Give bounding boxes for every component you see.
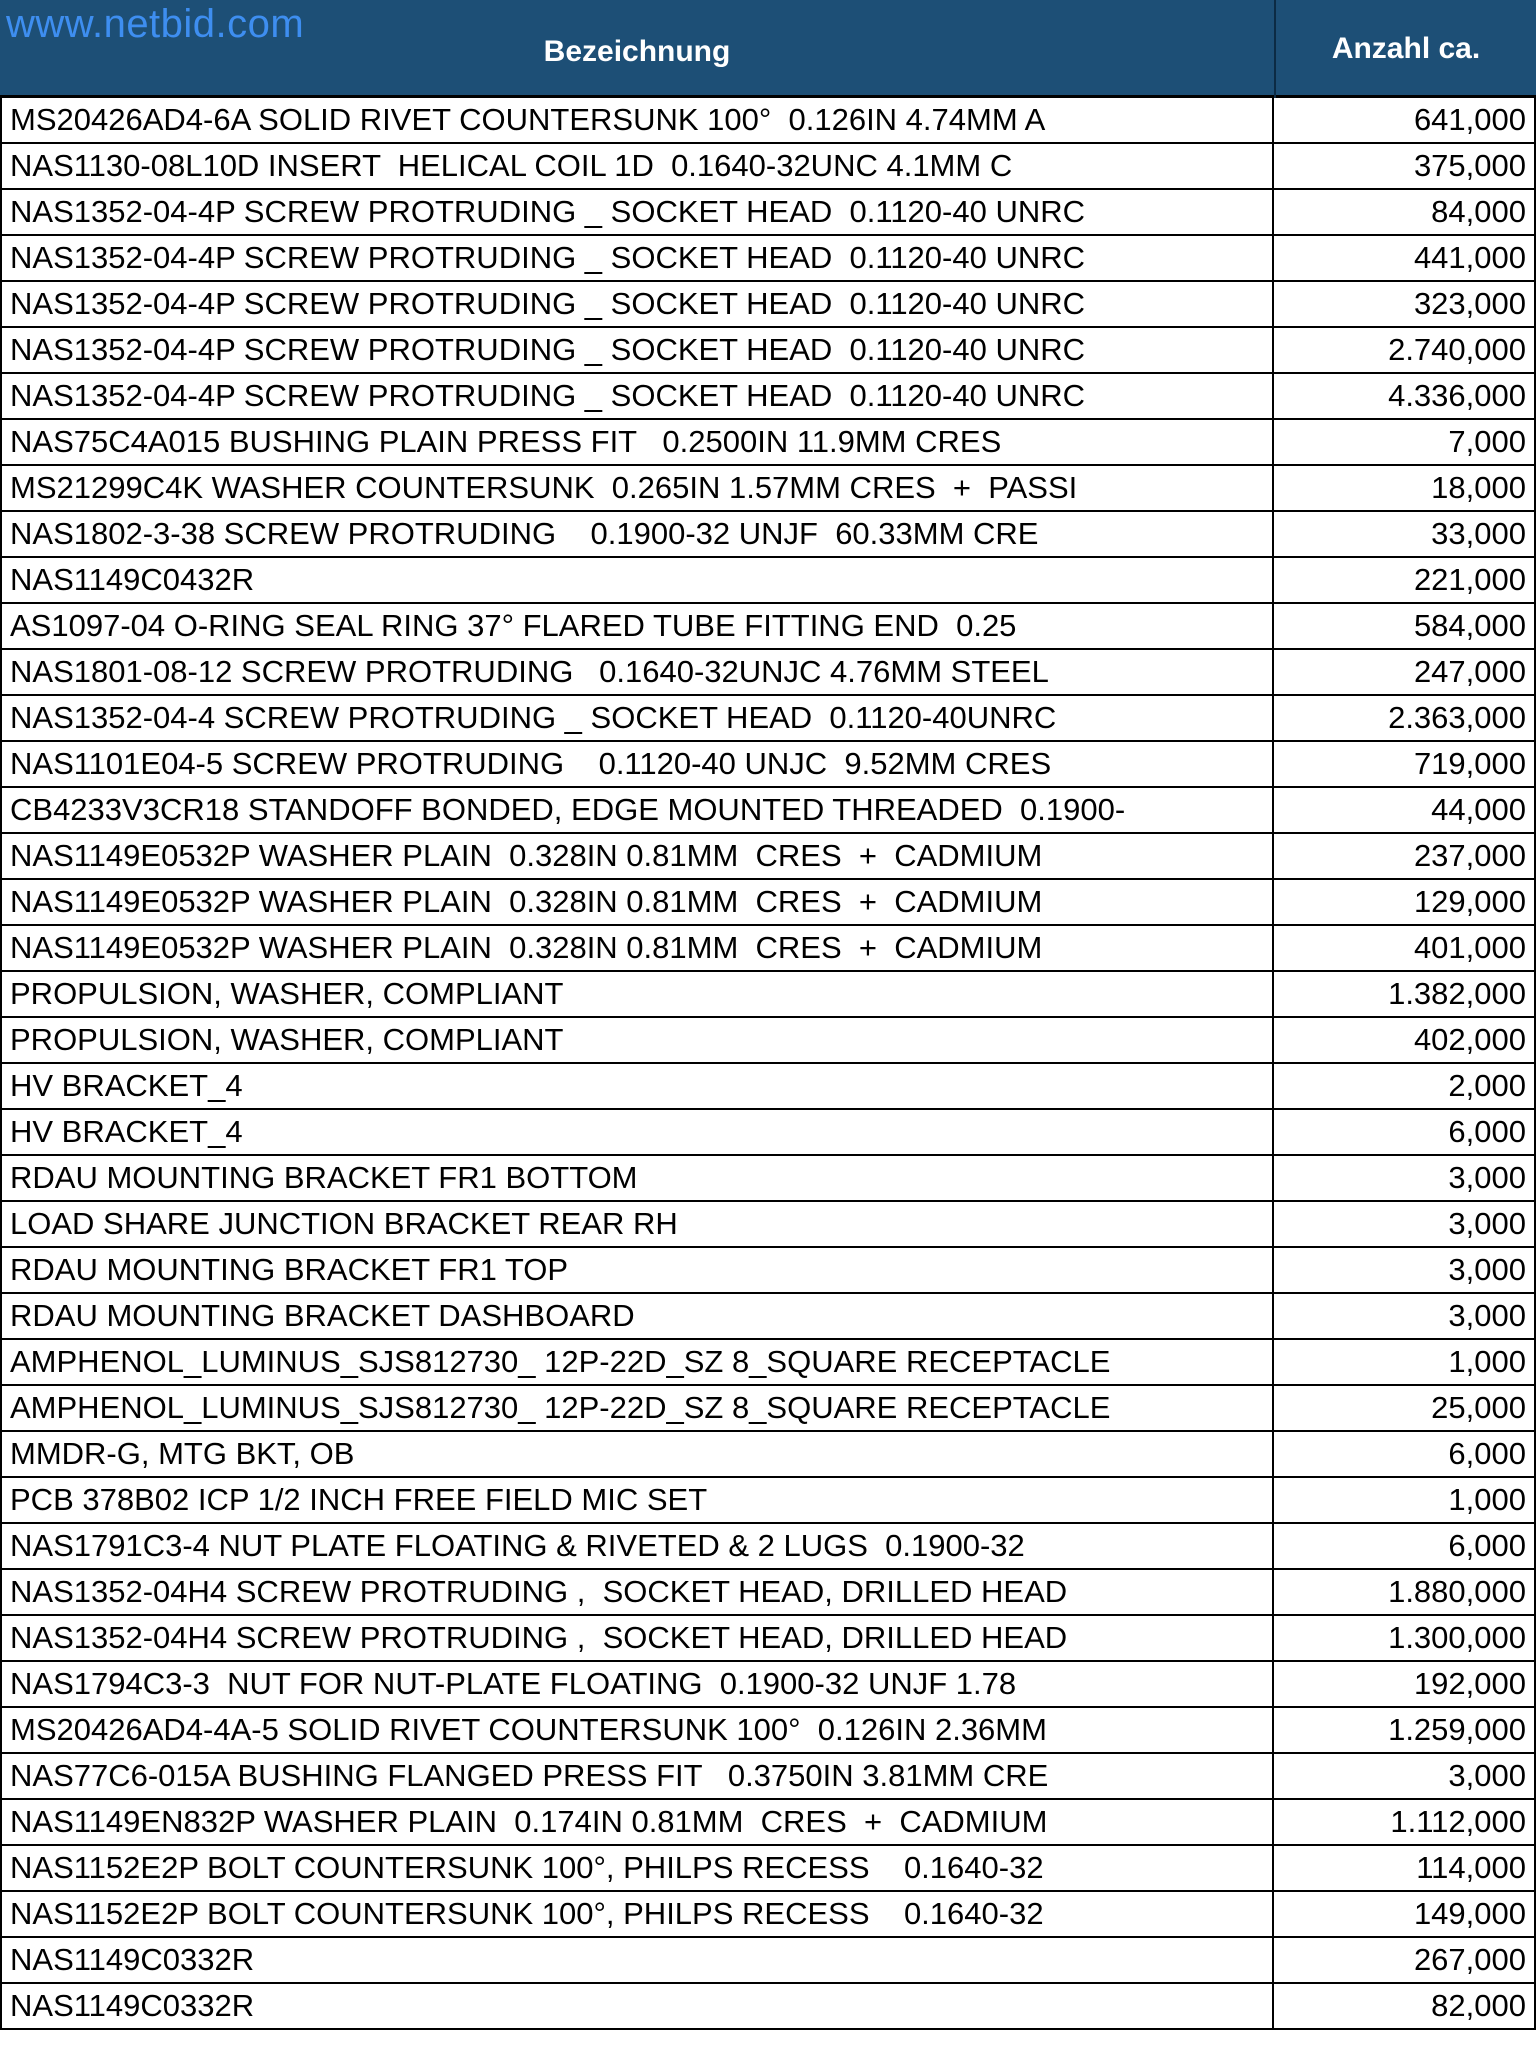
table-row bbox=[0, 144, 1536, 190]
table-row bbox=[0, 1662, 1536, 1708]
description-cell: NAS1149E0532P WASHER PLAIN 0.328IN 0.81MM CRES + CADMIUM bbox=[0, 880, 1274, 924]
description-cell: PROPULSION, WASHER, COMPLIANT bbox=[0, 972, 1274, 1016]
quantity-cell: 1.112,000 bbox=[1274, 1800, 1536, 1844]
quantity-cell: 2,000 bbox=[1274, 1064, 1536, 1108]
quantity-cell: 149,000 bbox=[1274, 1892, 1536, 1936]
quantity-cell: 1.382,000 bbox=[1274, 972, 1536, 1016]
table-row bbox=[0, 1248, 1536, 1294]
table-row bbox=[0, 1294, 1536, 1340]
quantity-cell: 441,000 bbox=[1274, 236, 1536, 280]
quantity-cell: 3,000 bbox=[1274, 1248, 1536, 1292]
quantity-cell: 6,000 bbox=[1274, 1432, 1536, 1476]
table-row bbox=[0, 558, 1536, 604]
table-row bbox=[0, 328, 1536, 374]
description-cell: LOAD SHARE JUNCTION BRACKET REAR RH bbox=[0, 1202, 1274, 1246]
table-row bbox=[0, 880, 1536, 926]
quantity-cell: 44,000 bbox=[1274, 788, 1536, 832]
description-cell: NAS1352-04H4 SCREW PROTRUDING , SOCKET HEAD, DRILLED HEAD bbox=[0, 1570, 1274, 1614]
description-cell: HV BRACKET_4 bbox=[0, 1064, 1274, 1108]
table-row bbox=[0, 282, 1536, 328]
description-cell: NAS1794C3-3 NUT FOR NUT-PLATE FLOATING 0.1900-32 UNJF 1.78 bbox=[0, 1662, 1274, 1706]
table-row bbox=[0, 1570, 1536, 1616]
table-row bbox=[0, 1616, 1536, 1662]
table-row bbox=[0, 420, 1536, 466]
description-cell: NAS1130-08L10D INSERT HELICAL COIL 1D 0.1640-32UNC 4.1MM C bbox=[0, 144, 1274, 188]
description-cell: NAS75C4A015 BUSHING PLAIN PRESS FIT 0.2500IN 11.9MM CRES bbox=[0, 420, 1274, 464]
description-cell: PCB 378B02 ICP 1/2 INCH FREE FIELD MIC SET bbox=[0, 1478, 1274, 1522]
description-cell: NAS1149E0532P WASHER PLAIN 0.328IN 0.81MM CRES + CADMIUM bbox=[0, 926, 1274, 970]
table-row bbox=[0, 1018, 1536, 1064]
quantity-cell: 1.880,000 bbox=[1274, 1570, 1536, 1614]
quantity-cell: 84,000 bbox=[1274, 190, 1536, 234]
quantity-cell: 3,000 bbox=[1274, 1202, 1536, 1246]
description-cell: NAS1152E2P BOLT COUNTERSUNK 100°, PHILPS RECESS 0.1640-32 bbox=[0, 1892, 1274, 1936]
description-cell: MMDR-G, MTG BKT, OB bbox=[0, 1432, 1274, 1476]
description-cell: NAS1149EN832P WASHER PLAIN 0.174IN 0.81MM CRES + CADMIUM bbox=[0, 1800, 1274, 1844]
quantity-cell: 18,000 bbox=[1274, 466, 1536, 510]
quantity-cell: 3,000 bbox=[1274, 1294, 1536, 1338]
description-cell: NAS1352-04-4P SCREW PROTRUDING _ SOCKET HEAD 0.1120-40 UNRC bbox=[0, 282, 1274, 326]
description-cell: NAS1352-04-4P SCREW PROTRUDING _ SOCKET HEAD 0.1120-40 UNRC bbox=[0, 374, 1274, 418]
description-cell: NAS1101E04-5 SCREW PROTRUDING 0.1120-40 UNJC 9.52MM CRES bbox=[0, 742, 1274, 786]
table-row bbox=[0, 1892, 1536, 1938]
table-row bbox=[0, 512, 1536, 558]
description-cell: NAS1149C0332R bbox=[0, 1984, 1274, 2028]
description-cell: AS1097-04 O-RING SEAL RING 37° FLARED TUBE FITTING END 0.25 bbox=[0, 604, 1274, 648]
quantity-cell: 192,000 bbox=[1274, 1662, 1536, 1706]
description-cell: MS21299C4K WASHER COUNTERSUNK 0.265IN 1.57MM CRES + PASSI bbox=[0, 466, 1274, 510]
description-cell: NAS1149C0332R bbox=[0, 1938, 1274, 1982]
quantity-cell: 2.363,000 bbox=[1274, 696, 1536, 740]
description-cell: MS20426AD4-6A SOLID RIVET COUNTERSUNK 100° 0.126IN 4.74MM A bbox=[0, 98, 1274, 142]
description-cell: NAS1149C0432R bbox=[0, 558, 1274, 602]
table-row bbox=[0, 1432, 1536, 1478]
table-row bbox=[0, 1110, 1536, 1156]
table-row bbox=[0, 972, 1536, 1018]
quantity-cell: 402,000 bbox=[1274, 1018, 1536, 1062]
quantity-cell: 1,000 bbox=[1274, 1340, 1536, 1384]
table-row bbox=[0, 1156, 1536, 1202]
description-cell: NAS1791C3-4 NUT PLATE FLOATING & RIVETED & 2 LUGS 0.1900-32 bbox=[0, 1524, 1274, 1568]
quantity-cell: 584,000 bbox=[1274, 604, 1536, 648]
description-cell: MS20426AD4-4A-5 SOLID RIVET COUNTERSUNK 100° 0.126IN 2.36MM bbox=[0, 1708, 1274, 1752]
table-row bbox=[0, 236, 1536, 282]
quantity-cell: 221,000 bbox=[1274, 558, 1536, 602]
description-cell: AMPHENOL_LUMINUS_SJS812730_ 12P-22D_SZ 8_SQUARE RECEPTACLE bbox=[0, 1340, 1274, 1384]
quantity-cell: 3,000 bbox=[1274, 1754, 1536, 1798]
table-row bbox=[0, 696, 1536, 742]
quantity-cell: 33,000 bbox=[1274, 512, 1536, 556]
quantity-cell: 375,000 bbox=[1274, 144, 1536, 188]
description-cell: CB4233V3CR18 STANDOFF BONDED, EDGE MOUNTED THREADED 0.1900- bbox=[0, 788, 1274, 832]
table-row bbox=[0, 1984, 1536, 2030]
column-header-description: Bezeichnung bbox=[543, 35, 731, 68]
table-row bbox=[0, 1524, 1536, 1570]
quantity-cell: 1.259,000 bbox=[1274, 1708, 1536, 1752]
description-cell: PROPULSION, WASHER, COMPLIANT bbox=[0, 1018, 1274, 1062]
table-row bbox=[0, 1846, 1536, 1892]
table-row bbox=[0, 1800, 1536, 1846]
table-row bbox=[0, 98, 1536, 144]
quantity-cell: 237,000 bbox=[1274, 834, 1536, 878]
table-row bbox=[0, 374, 1536, 420]
description-cell: NAS1152E2P BOLT COUNTERSUNK 100°, PHILPS RECESS 0.1640-32 bbox=[0, 1846, 1274, 1890]
table-row bbox=[0, 1386, 1536, 1432]
table-row bbox=[0, 834, 1536, 880]
description-cell: AMPHENOL_LUMINUS_SJS812730_ 12P-22D_SZ 8_SQUARE RECEPTACLE bbox=[0, 1386, 1274, 1430]
table-row bbox=[0, 650, 1536, 696]
quantity-cell: 3,000 bbox=[1274, 1156, 1536, 1200]
table-row bbox=[0, 1064, 1536, 1110]
table-row bbox=[0, 190, 1536, 236]
quantity-cell: 6,000 bbox=[1274, 1110, 1536, 1154]
description-cell: NAS1149E0532P WASHER PLAIN 0.328IN 0.81MM CRES + CADMIUM bbox=[0, 834, 1274, 878]
table-row bbox=[0, 604, 1536, 650]
table-row bbox=[0, 742, 1536, 788]
quantity-cell: 247,000 bbox=[1274, 650, 1536, 694]
description-cell: NAS1352-04-4P SCREW PROTRUDING _ SOCKET HEAD 0.1120-40 UNRC bbox=[0, 236, 1274, 280]
table-body bbox=[0, 98, 1536, 2030]
quantity-cell: 6,000 bbox=[1274, 1524, 1536, 1568]
quantity-cell: 82,000 bbox=[1274, 1984, 1536, 2028]
quantity-cell: 1,000 bbox=[1274, 1478, 1536, 1522]
table-row bbox=[0, 466, 1536, 512]
quantity-cell: 114,000 bbox=[1274, 1846, 1536, 1890]
description-cell: NAS1802-3-38 SCREW PROTRUDING 0.1900-32 UNJF 60.33MM CRE bbox=[0, 512, 1274, 556]
quantity-cell: 4.336,000 bbox=[1274, 374, 1536, 418]
description-cell: RDAU MOUNTING BRACKET FR1 BOTTOM bbox=[0, 1156, 1274, 1200]
description-cell: NAS77C6-015A BUSHING FLANGED PRESS FIT 0.3750IN 3.81MM CRE bbox=[0, 1754, 1274, 1798]
description-cell: NAS1352-04-4 SCREW PROTRUDING _ SOCKET HEAD 0.1120-40UNRC bbox=[0, 696, 1274, 740]
description-cell: NAS1801-08-12 SCREW PROTRUDING 0.1640-32UNJC 4.76MM STEEL bbox=[0, 650, 1274, 694]
description-cell: NAS1352-04H4 SCREW PROTRUDING , SOCKET HEAD, DRILLED HEAD bbox=[0, 1616, 1274, 1660]
description-cell: NAS1352-04-4P SCREW PROTRUDING _ SOCKET HEAD 0.1120-40 UNRC bbox=[0, 190, 1274, 234]
table-row bbox=[0, 1202, 1536, 1248]
description-cell: RDAU MOUNTING BRACKET DASHBOARD bbox=[0, 1294, 1274, 1338]
netbid-watermark: www.netbid.com bbox=[6, 2, 305, 46]
quantity-cell: 401,000 bbox=[1274, 926, 1536, 970]
quantity-cell: 719,000 bbox=[1274, 742, 1536, 786]
table-row bbox=[0, 1708, 1536, 1754]
description-cell: NAS1352-04-4P SCREW PROTRUDING _ SOCKET HEAD 0.1120-40 UNRC bbox=[0, 328, 1274, 372]
column-header-quantity: Anzahl ca. bbox=[1274, 0, 1536, 98]
quantity-cell: 267,000 bbox=[1274, 1938, 1536, 1982]
description-cell: RDAU MOUNTING BRACKET FR1 TOP bbox=[0, 1248, 1274, 1292]
quantity-cell: 323,000 bbox=[1274, 282, 1536, 326]
table-row bbox=[0, 1754, 1536, 1800]
table-row bbox=[0, 1938, 1536, 1984]
quantity-cell: 129,000 bbox=[1274, 880, 1536, 924]
description-cell: HV BRACKET_4 bbox=[0, 1110, 1274, 1154]
table-row bbox=[0, 1340, 1536, 1386]
table-row bbox=[0, 788, 1536, 834]
quantity-cell: 2.740,000 bbox=[1274, 328, 1536, 372]
table-header bbox=[0, 0, 1536, 98]
table-row bbox=[0, 926, 1536, 972]
table-row bbox=[0, 1478, 1536, 1524]
quantity-cell: 1.300,000 bbox=[1274, 1616, 1536, 1660]
quantity-cell: 25,000 bbox=[1274, 1386, 1536, 1430]
quantity-cell: 7,000 bbox=[1274, 420, 1536, 464]
quantity-cell: 641,000 bbox=[1274, 98, 1536, 142]
